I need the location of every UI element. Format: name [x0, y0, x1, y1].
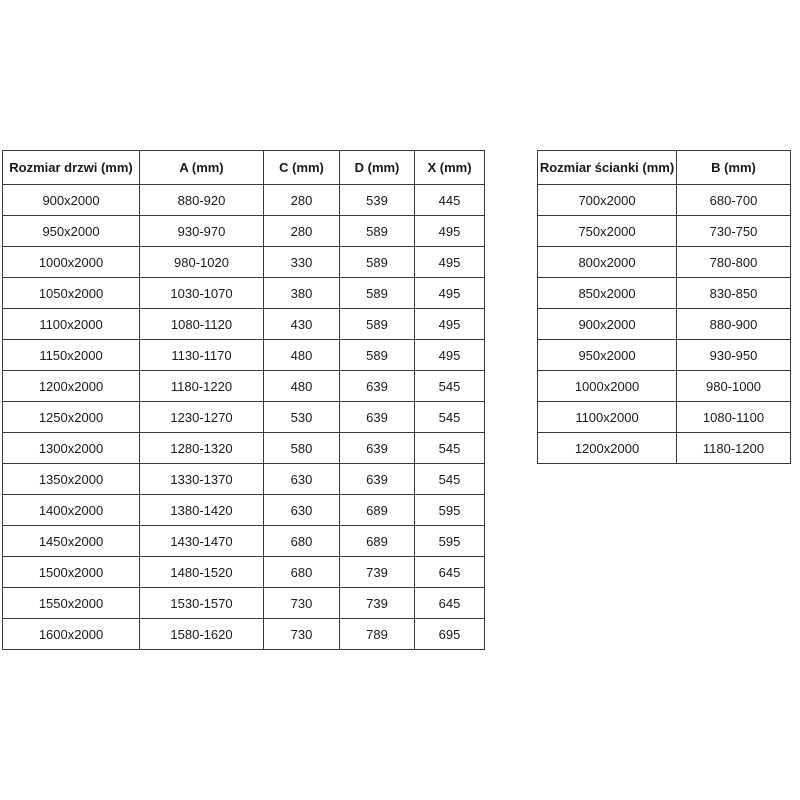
table-cell: 1050x2000	[3, 278, 140, 309]
table-cell: 1230-1270	[140, 402, 264, 433]
table-cell: 589	[340, 216, 415, 247]
table-cell: 1300x2000	[3, 433, 140, 464]
table-cell: 830-850	[677, 278, 791, 309]
table-cell: 595	[415, 495, 485, 526]
table-cell: 495	[415, 309, 485, 340]
table-cell: 1530-1570	[140, 588, 264, 619]
table-row	[3, 185, 485, 216]
table-cell: 850x2000	[538, 278, 677, 309]
table-cell: 445	[415, 185, 485, 216]
table-cell: 580	[264, 433, 340, 464]
table-cell: 950x2000	[3, 216, 140, 247]
table-row	[538, 185, 791, 216]
table-cell: 589	[340, 278, 415, 309]
table-cell: 639	[340, 433, 415, 464]
table-cell: 1080-1120	[140, 309, 264, 340]
table-cell: 1080-1100	[677, 402, 791, 433]
table-cell: 1580-1620	[140, 619, 264, 650]
table-cell: 1380-1420	[140, 495, 264, 526]
table-cell: 280	[264, 216, 340, 247]
wall-size-table	[537, 150, 791, 464]
table-cell: 1250x2000	[3, 402, 140, 433]
table-cell: 730	[264, 588, 340, 619]
table-cell: 589	[340, 309, 415, 340]
table-cell: 950x2000	[538, 340, 677, 371]
table-row	[3, 526, 485, 557]
table-cell: 480	[264, 371, 340, 402]
table-row	[538, 371, 791, 402]
table-cell: 700x2000	[538, 185, 677, 216]
table-cell: 980-1020	[140, 247, 264, 278]
table-row	[3, 588, 485, 619]
table-cell: 1600x2000	[3, 619, 140, 650]
table-cell: 739	[340, 557, 415, 588]
table-cell: 689	[340, 495, 415, 526]
table-cell: 545	[415, 433, 485, 464]
column-header: D (mm)	[340, 151, 415, 185]
table-cell: 430	[264, 309, 340, 340]
table-row	[538, 309, 791, 340]
table-cell: 680	[264, 526, 340, 557]
table-row	[538, 340, 791, 371]
column-header: B (mm)	[677, 151, 791, 185]
table-cell: 1400x2000	[3, 495, 140, 526]
table-cell: 930-970	[140, 216, 264, 247]
table-cell: 695	[415, 619, 485, 650]
table-cell: 1200x2000	[3, 371, 140, 402]
table-row	[3, 464, 485, 495]
table-cell: 530	[264, 402, 340, 433]
table-cell: 1150x2000	[3, 340, 140, 371]
header-row	[3, 151, 485, 185]
table-cell: 1180-1220	[140, 371, 264, 402]
table-cell: 330	[264, 247, 340, 278]
column-header: A (mm)	[140, 151, 264, 185]
table-cell: 545	[415, 402, 485, 433]
table-row	[3, 216, 485, 247]
table-row	[3, 247, 485, 278]
table-cell: 750x2000	[538, 216, 677, 247]
table-cell: 689	[340, 526, 415, 557]
table-cell: 495	[415, 278, 485, 309]
table-cell: 595	[415, 526, 485, 557]
table-row	[3, 340, 485, 371]
table-row	[3, 371, 485, 402]
table-cell: 1030-1070	[140, 278, 264, 309]
table-cell: 280	[264, 185, 340, 216]
table-cell: 1100x2000	[3, 309, 140, 340]
table-cell: 1500x2000	[3, 557, 140, 588]
table-row	[3, 278, 485, 309]
table-cell: 1000x2000	[3, 247, 140, 278]
table-row	[3, 402, 485, 433]
table-row	[538, 216, 791, 247]
table-row	[3, 433, 485, 464]
table-row	[3, 495, 485, 526]
table-cell: 545	[415, 371, 485, 402]
table-cell: 800x2000	[538, 247, 677, 278]
table-row	[538, 247, 791, 278]
table-cell: 1280-1320	[140, 433, 264, 464]
table-cell: 1000x2000	[538, 371, 677, 402]
table-cell: 930-950	[677, 340, 791, 371]
table-cell: 539	[340, 185, 415, 216]
table-cell: 630	[264, 464, 340, 495]
table-cell: 495	[415, 247, 485, 278]
table-cell: 639	[340, 402, 415, 433]
table-cell: 495	[415, 340, 485, 371]
table-cell: 1100x2000	[538, 402, 677, 433]
table-cell: 495	[415, 216, 485, 247]
table-cell: 880-920	[140, 185, 264, 216]
table-row	[538, 402, 791, 433]
table-cell: 589	[340, 340, 415, 371]
table-cell: 630	[264, 495, 340, 526]
table-cell: 680	[264, 557, 340, 588]
table-cell: 739	[340, 588, 415, 619]
table-cell: 980-1000	[677, 371, 791, 402]
table-cell: 880-900	[677, 309, 791, 340]
table-cell: 730	[264, 619, 340, 650]
column-header: C (mm)	[264, 151, 340, 185]
table-cell: 789	[340, 619, 415, 650]
table-cell: 780-800	[677, 247, 791, 278]
table-cell: 545	[415, 464, 485, 495]
column-header: Rozmiar drzwi (mm)	[3, 151, 140, 185]
table-cell: 730-750	[677, 216, 791, 247]
table-row	[3, 309, 485, 340]
table-cell: 1480-1520	[140, 557, 264, 588]
table-cell: 480	[264, 340, 340, 371]
table-cell: 680-700	[677, 185, 791, 216]
table-cell: 900x2000	[538, 309, 677, 340]
table-cell: 645	[415, 557, 485, 588]
table-cell: 1180-1200	[677, 433, 791, 464]
table-row	[3, 619, 485, 650]
table-cell: 589	[340, 247, 415, 278]
table-cell: 380	[264, 278, 340, 309]
table-cell: 1200x2000	[538, 433, 677, 464]
table-row	[538, 433, 791, 464]
header-row	[538, 151, 791, 185]
door-size-table	[2, 150, 485, 650]
table-cell: 1350x2000	[3, 464, 140, 495]
table-row	[3, 557, 485, 588]
table-cell: 900x2000	[3, 185, 140, 216]
table-cell: 1130-1170	[140, 340, 264, 371]
table-cell: 639	[340, 371, 415, 402]
column-header: Rozmiar ścianki (mm)	[538, 151, 677, 185]
table-cell: 1550x2000	[3, 588, 140, 619]
table-cell: 1450x2000	[3, 526, 140, 557]
table-row	[538, 278, 791, 309]
column-header: X (mm)	[415, 151, 485, 185]
table-cell: 1330-1370	[140, 464, 264, 495]
table-cell: 1430-1470	[140, 526, 264, 557]
table-cell: 639	[340, 464, 415, 495]
table-cell: 645	[415, 588, 485, 619]
